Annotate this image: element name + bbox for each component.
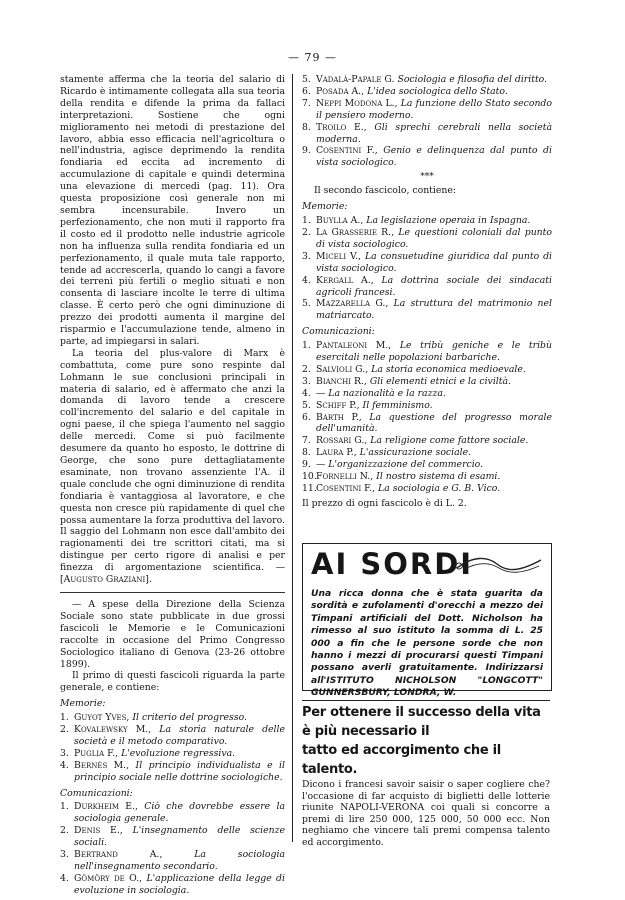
- section-divider: [60, 592, 285, 593]
- left-column: [60, 74, 285, 897]
- list-item: 4. Gömöry de O., L'applicazione della legge di evoluzione in sociologia.: [60, 872, 285, 896]
- list-item: 3. Bianchi R., Gli elementi etnici e la civiltà.: [302, 375, 511, 387]
- ad-lotteria-body: Dicono i francesi savoir saisir o saper cogliere che? l'occasione di far acquisto di biglietti delle lotterie riunite NAPOLI-VERONA coi quali si concorre a premi di lire 250 000, 125 000, 50 000 ecc. Non neghiamo che vincere tali premi compensa talento ed accorgimento.: [302, 779, 550, 848]
- list-item: 9. — L'organizzazione del commercio.: [302, 459, 484, 471]
- list-item: 2. La Grasserie R., Le questioni coloniali dal punto di vista sociologico.: [302, 226, 552, 250]
- body-paragraph-1: stamente afferma che la teoria del salario di Ricardo è intimamente collegata alla sua teoria della rendita e difende la prima da fallaci interpretazioni. Sostiene che ogni miglioramento nei metodi di prestazione del lavoro, abbia esso efficacia nell'agricoltura o nell'industria, agisce deprimendo la rendita fondiaria ed eccita ad incremento di accumulazione di capitale e quindi determina una elevazione di mercedi (pag. 11). Ora questa proposizione così generale non mi sembra incensurabile. Invero un perfezionamento, che non muti il rapporto fra il costo ed il prodotto nelle industrie agricole non ha influenza sulla rendita fondiaria ed un perfezionamento, il quale muta tale rapporto, tende ad accrescerla, quando lo cangi a favore dei terreni più fertili o meglio situati e non consenta di lasciare incolte le terre di ultima classe. È certo però che ogni diminuzione di prezzo dei prodotti aumenta il margine del risparmio e l'accumulazione tende, almeno in parte, ad impiegarsi in salari.: [60, 74, 285, 347]
- list-item: 5. Schiff P., Il femminismo.: [302, 399, 433, 411]
- list-item: 4. — La nazionalità e la razza.: [302, 387, 446, 399]
- announcement-paragraph: — A spese della Direzione della Scienza Sociale sono state pubblicate in due grossi fascicoli le Memorie e le Comunicazioni raccolte in occasione del Primo Congresso Sociologico italiano di Genova (23-26 ottobre 1899).: [60, 598, 285, 670]
- list-item: 5. Mazzarella G., La struttura del matrimonio nel matriarcato.: [302, 298, 552, 322]
- second-fascicle-intro: Il secondo fascicolo, contiene:: [314, 185, 457, 197]
- comunicazioni-heading: Comunicazioni:: [60, 787, 133, 799]
- list-item: 11. Cosentini F., La sociologia e G. B. Vico.: [302, 483, 501, 494]
- list-item: 5. Vadalà-Papale G. Sociologia e filosofia del diritto.: [302, 74, 548, 85]
- list-item: 2. Salvioli G., La storia economica medioevale.: [302, 363, 526, 375]
- list-item: 1. Buylla A., La legislazione operaia in Ispagna.: [302, 215, 531, 227]
- flourish-ornament-icon: [453, 552, 545, 578]
- comunicazioni-list-1-continued: [302, 74, 552, 169]
- ad-lotteria-headline-line-2: tatto ed accorgimento che il talento.: [302, 743, 501, 777]
- memorie-list-1: [60, 712, 285, 783]
- list-item: 3. Miceli V., La consuetudine giuridica dal punto di vista sociologico.: [302, 250, 552, 274]
- comunicazioni-list-1: [60, 801, 285, 896]
- comunicazioni-heading-2: Comunicazioni:: [302, 326, 375, 338]
- list-item: 1. Durkheim E., Ciò che dovrebbe essere la sociologia generale.: [60, 801, 285, 825]
- ad-sordi-text: Una ricca donna che è stata guarita da sordità e zufolamenti d'orecchi a mezzo dei Timpani artificiali del Dott. Nicholson ha rimesso al suo istituto la somma di L. 25 000 a fin che le persone sorde che non hanno i mezzi di procurarsi questi Timpani possano averli gratuitamente. Indirizzarsi all'ISTITUTO NICHOLSON "LONGCOTT" GUNNERSBURY, LONDRA, W.: [311, 588, 543, 699]
- list-item: 3. Bertrand A., La sociologia nell'insegnamento secondario.: [60, 849, 285, 872]
- column-divider: [292, 74, 293, 842]
- ad-sordi: [302, 543, 552, 699]
- list-item: 1. Pantaleoni M., Le tribù geniche e le tribù esercitali nelle popolazioni barbariche.: [302, 340, 552, 364]
- review-signature: [Augusto Graziani].: [60, 574, 152, 586]
- list-item: 7. Neppi Modona L., La funzione dello Stato secondo il pensiero moderno.: [302, 97, 552, 121]
- right-column: [302, 74, 552, 510]
- first-fascicle-intro: Il primo di questi fascicoli riguarda la parte generale, e contiene:: [60, 670, 285, 694]
- memorie-heading: Memorie:: [60, 698, 106, 710]
- body-paragraph-2-text: La teoria del plus-valore di Marx è combattuta, come pure sono respinte dal Lohmann le sue conclusioni principali in materia di salario, ed è affermato che anzi la domanda di lavoro tende a crescere coll'incremento del salario e del capitale in ogni paese, il che spiega l'aumento nel saggio delle mercedi. Come si può facilmente desumere da quanto ho esposto, le dottrine di George, che sono pure dettagliatamente esaminate, non trovano assenziente l'A. il quale conclude che ogni diminuzione di rendita fondiaria è vantaggiosa al lavoratore, e che questa non cresce più rapidamente di quel che possa aumentare la forza produttiva del lavoro. Il saggio del Lohmann non esce dall'ambito dei ragionamenti dei tre scrittori citati, ma si distingue per certo rigore di analisi e per finezza di argomentazione scientifica. —: [60, 347, 285, 574]
- list-item: 2. Denis E., L'insegnamento delle scienze sociali.: [60, 825, 285, 849]
- comunicazioni-list-2: [302, 340, 552, 495]
- list-item: 7. Rossari G., La religione come fattore sociale.: [302, 435, 529, 447]
- list-item: 8. Laura P., L'assicurazione sociale.: [302, 447, 472, 459]
- list-item: 6. Posada A., L'idea sociologica dello Stato.: [302, 85, 508, 97]
- body-paragraph-2: [60, 348, 285, 586]
- memorie-list-2: [302, 215, 552, 322]
- list-item: 2. Kovalewsky M., La storia naturale delle società e il metodo comparativo.: [60, 724, 285, 747]
- list-item: 9. Cosentini F., Genio e delinquenza dal punto di vista sociologico.: [302, 145, 552, 169]
- list-item: 1. Guyot Yves, Il criterio del progresso.: [60, 712, 247, 724]
- ad-lotteria-headline-line-1: Per ottenere il successo della vita è più necessario il: [302, 705, 541, 739]
- list-item: 10. Fornelli N., Il nostro sistema di esami.: [302, 471, 501, 483]
- list-item: 6. Barth P., La questione del progresso morale dell'umanità.: [302, 411, 552, 435]
- ad-lotteria-headline: [302, 700, 550, 779]
- list-item: 4. Kergall A., La dottrina sociale dei sindacati agricoli francesi.: [302, 274, 552, 298]
- asterism: ***: [420, 172, 434, 183]
- memorie-heading-2: Memorie:: [302, 201, 348, 213]
- list-item: 3. Puglia F., L'evoluzione regressiva.: [60, 747, 236, 759]
- page-number: — 79 —: [288, 51, 337, 64]
- ad-lotteria: [302, 700, 550, 849]
- ad-sordi-title: AI SORDI: [311, 547, 474, 581]
- list-item: 4. Bernès M., Il principio individualista e il principio sociale nelle dottrine sociologiche.: [60, 759, 285, 783]
- list-item: 8. Troilo E., Gli sprechi cerebrali nella società moderna.: [302, 121, 552, 145]
- price-line: Il prezzo di ogni fascicolo è di L. 2.: [302, 497, 467, 509]
